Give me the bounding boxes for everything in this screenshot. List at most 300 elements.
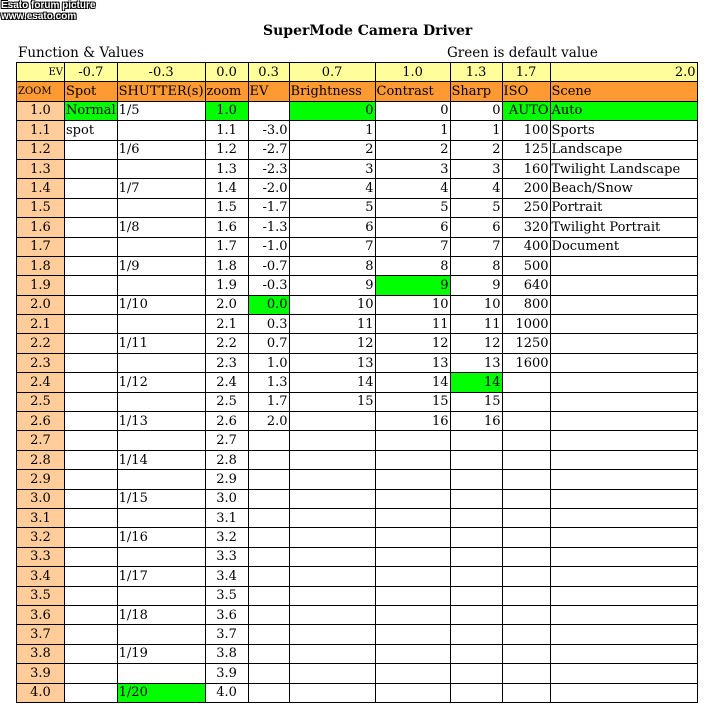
iso-cell bbox=[502, 664, 550, 683]
sharp-cell: 5 bbox=[450, 198, 502, 217]
zoom-cell: 3.7 bbox=[205, 625, 248, 644]
column-header-ev: EV bbox=[248, 82, 289, 101]
shutter-cell: 1/20 bbox=[117, 683, 205, 702]
shutter-cell bbox=[117, 392, 205, 411]
shutter-cell: 1/5 bbox=[117, 101, 205, 120]
subtitle-functions: Function & Values bbox=[18, 45, 144, 61]
sharp-cell: 15 bbox=[450, 392, 502, 411]
ev-cell: 0.7 bbox=[248, 334, 289, 353]
contrast-cell: 16 bbox=[375, 412, 450, 431]
contrast-cell: 8 bbox=[375, 256, 450, 275]
table-row bbox=[17, 567, 698, 586]
zoom-level-cell: 3.8 bbox=[17, 644, 65, 663]
contrast-cell bbox=[375, 470, 450, 489]
sharp-cell bbox=[450, 431, 502, 450]
table-row bbox=[17, 256, 698, 275]
contrast-cell: 10 bbox=[375, 295, 450, 314]
brightness-cell bbox=[289, 431, 375, 450]
zoom-level-cell: 2.5 bbox=[17, 392, 65, 411]
contrast-cell bbox=[375, 605, 450, 624]
ev-cell: -0.3 bbox=[248, 276, 289, 295]
scene-cell: Auto bbox=[550, 101, 697, 120]
table-row bbox=[17, 644, 698, 663]
contrast-cell: 1 bbox=[375, 121, 450, 140]
scene-cell bbox=[550, 625, 697, 644]
iso-cell: 100 bbox=[502, 121, 550, 140]
ev-cell: 1.0 bbox=[248, 353, 289, 372]
iso-cell bbox=[502, 431, 550, 450]
sharp-cell: 16 bbox=[450, 412, 502, 431]
iso-cell: 800 bbox=[502, 295, 550, 314]
shutter-cell: 1/18 bbox=[117, 605, 205, 624]
brightness-cell bbox=[289, 508, 375, 527]
column-header-scene: Scene bbox=[550, 82, 697, 101]
iso-cell bbox=[502, 470, 550, 489]
scene-cell bbox=[550, 276, 697, 295]
table-row bbox=[17, 179, 698, 198]
brightness-cell: 3 bbox=[289, 159, 375, 178]
sharp-cell: 6 bbox=[450, 218, 502, 237]
contrast-cell: 13 bbox=[375, 353, 450, 372]
iso-cell bbox=[502, 644, 550, 663]
scene-cell bbox=[550, 586, 697, 605]
table-row bbox=[17, 295, 698, 314]
ev-cell bbox=[248, 644, 289, 663]
brightness-cell: 7 bbox=[289, 237, 375, 256]
table-row bbox=[17, 140, 698, 159]
zoom-cell: 2.6 bbox=[205, 412, 248, 431]
shutter-cell bbox=[117, 547, 205, 566]
zoom-level-cell: 1.4 bbox=[17, 179, 65, 198]
zoom-level-cell: 3.6 bbox=[17, 605, 65, 624]
zoom-cell: 2.1 bbox=[205, 315, 248, 334]
sharp-cell: 10 bbox=[450, 295, 502, 314]
zoom-cell: 2.5 bbox=[205, 392, 248, 411]
brightness-cell bbox=[289, 412, 375, 431]
zoom-cell: 2.9 bbox=[205, 470, 248, 489]
zoom-level-cell: 2.4 bbox=[17, 373, 65, 392]
iso-cell bbox=[502, 625, 550, 644]
ev-cell: 1.7 bbox=[248, 392, 289, 411]
brightness-cell bbox=[289, 528, 375, 547]
scene-cell: Sports bbox=[550, 121, 697, 140]
scene-cell bbox=[550, 644, 697, 663]
ev-cell bbox=[248, 547, 289, 566]
iso-cell: AUTO bbox=[502, 101, 550, 120]
shutter-cell bbox=[117, 198, 205, 217]
brightness-cell: 10 bbox=[289, 295, 375, 314]
zoom-level-cell: 1.7 bbox=[17, 237, 65, 256]
iso-cell: 200 bbox=[502, 179, 550, 198]
column-header-zoom-level: ZOOM bbox=[17, 82, 65, 101]
zoom-cell: 1.2 bbox=[205, 140, 248, 159]
sharp-cell bbox=[450, 547, 502, 566]
spot-cell bbox=[65, 625, 118, 644]
ev-cell bbox=[248, 508, 289, 527]
table-row bbox=[17, 353, 698, 372]
table-row bbox=[17, 450, 698, 469]
scene-cell bbox=[550, 373, 697, 392]
shutter-cell bbox=[117, 586, 205, 605]
shutter-cell: 1/8 bbox=[117, 218, 205, 237]
spot-cell bbox=[65, 276, 118, 295]
brightness-cell bbox=[289, 625, 375, 644]
table-row bbox=[17, 315, 698, 334]
iso-cell: 640 bbox=[502, 276, 550, 295]
table-row bbox=[17, 237, 698, 256]
iso-cell bbox=[502, 528, 550, 547]
scene-cell bbox=[550, 528, 697, 547]
sharp-cell: 13 bbox=[450, 353, 502, 372]
page-title: SuperMode Camera Driver bbox=[263, 23, 473, 39]
brightness-cell: 4 bbox=[289, 179, 375, 198]
contrast-cell: 4 bbox=[375, 179, 450, 198]
contrast-cell bbox=[375, 508, 450, 527]
scene-cell: Landscape bbox=[550, 140, 697, 159]
zoom-cell: 1.9 bbox=[205, 276, 248, 295]
scene-cell bbox=[550, 334, 697, 353]
spot-cell bbox=[65, 353, 118, 372]
sharp-cell bbox=[450, 470, 502, 489]
contrast-cell: 7 bbox=[375, 237, 450, 256]
contrast-cell bbox=[375, 450, 450, 469]
shutter-cell bbox=[117, 237, 205, 256]
spot-cell bbox=[65, 159, 118, 178]
spot-cell bbox=[65, 295, 118, 314]
table-row bbox=[17, 625, 698, 644]
ev-value-cell: 0.7 bbox=[289, 63, 375, 82]
iso-cell bbox=[502, 450, 550, 469]
brightness-cell: 2 bbox=[289, 140, 375, 159]
iso-cell bbox=[502, 683, 550, 702]
brightness-cell bbox=[289, 644, 375, 663]
ev-cell bbox=[248, 586, 289, 605]
ev-cell: 0.0 bbox=[248, 295, 289, 314]
iso-cell bbox=[502, 508, 550, 527]
zoom-level-cell: 1.1 bbox=[17, 121, 65, 140]
contrast-cell bbox=[375, 586, 450, 605]
sharp-cell bbox=[450, 508, 502, 527]
column-header-brightness: Brightness bbox=[289, 82, 375, 101]
table-row bbox=[17, 683, 698, 702]
spot-cell bbox=[65, 237, 118, 256]
ev-cell: -1.3 bbox=[248, 218, 289, 237]
zoom-cell: 1.0 bbox=[205, 101, 248, 120]
zoom-level-cell: 1.2 bbox=[17, 140, 65, 159]
brightness-cell bbox=[289, 586, 375, 605]
ev-row-label: EV bbox=[17, 63, 65, 82]
shutter-cell bbox=[117, 625, 205, 644]
spot-cell bbox=[65, 664, 118, 683]
zoom-level-cell: 3.9 bbox=[17, 664, 65, 683]
shutter-cell: 1/7 bbox=[117, 179, 205, 198]
table-row bbox=[17, 373, 698, 392]
table-row bbox=[17, 334, 698, 353]
contrast-cell: 12 bbox=[375, 334, 450, 353]
ev-value-cell: 0.3 bbox=[248, 63, 289, 82]
shutter-cell bbox=[117, 159, 205, 178]
iso-cell: 250 bbox=[502, 198, 550, 217]
shutter-cell: 1/13 bbox=[117, 412, 205, 431]
shutter-cell bbox=[117, 315, 205, 334]
zoom-level-cell: 3.5 bbox=[17, 586, 65, 605]
spot-cell bbox=[65, 683, 118, 702]
zoom-cell: 3.6 bbox=[205, 605, 248, 624]
zoom-cell: 3.1 bbox=[205, 508, 248, 527]
spot-cell bbox=[65, 547, 118, 566]
shutter-cell: 1/17 bbox=[117, 567, 205, 586]
zoom-level-cell: 2.7 bbox=[17, 431, 65, 450]
contrast-cell: 0 bbox=[375, 101, 450, 120]
ev-cell: -1.0 bbox=[248, 237, 289, 256]
sharp-cell: 12 bbox=[450, 334, 502, 353]
iso-cell: 1000 bbox=[502, 315, 550, 334]
zoom-cell: 2.8 bbox=[205, 450, 248, 469]
spot-cell bbox=[65, 392, 118, 411]
zoom-cell: 3.0 bbox=[205, 489, 248, 508]
scene-cell: Portrait bbox=[550, 198, 697, 217]
shutter-cell: 1/16 bbox=[117, 528, 205, 547]
ev-cell bbox=[248, 101, 289, 120]
watermark-line-2: www.esato.com bbox=[1, 11, 77, 22]
brightness-cell bbox=[289, 683, 375, 702]
sharp-cell: 0 bbox=[450, 101, 502, 120]
spot-cell bbox=[65, 179, 118, 198]
ev-cell bbox=[248, 683, 289, 702]
sharp-cell: 4 bbox=[450, 179, 502, 198]
brightness-cell bbox=[289, 470, 375, 489]
zoom-level-cell: 2.3 bbox=[17, 353, 65, 372]
scene-cell bbox=[550, 256, 697, 275]
scene-cell bbox=[550, 567, 697, 586]
scene-cell bbox=[550, 295, 697, 314]
table-row bbox=[17, 528, 698, 547]
zoom-cell: 1.7 bbox=[205, 237, 248, 256]
ev-cell bbox=[248, 489, 289, 508]
watermark bbox=[1, 0, 95, 22]
table-row bbox=[17, 586, 698, 605]
spot-cell bbox=[65, 412, 118, 431]
ev-cell bbox=[248, 567, 289, 586]
spot-cell: spot bbox=[65, 121, 118, 140]
scene-cell: Twilight Portrait bbox=[550, 218, 697, 237]
column-header-spot: Spot bbox=[65, 82, 118, 101]
zoom-cell: 3.8 bbox=[205, 644, 248, 663]
table-row bbox=[17, 412, 698, 431]
shutter-cell bbox=[117, 276, 205, 295]
brightness-cell: 9 bbox=[289, 276, 375, 295]
zoom-cell: 2.3 bbox=[205, 353, 248, 372]
iso-cell bbox=[502, 605, 550, 624]
brightness-cell bbox=[289, 664, 375, 683]
sharp-cell bbox=[450, 683, 502, 702]
column-header-zoom: zoom bbox=[205, 82, 248, 101]
sharp-cell: 2 bbox=[450, 140, 502, 159]
shutter-cell bbox=[117, 664, 205, 683]
table-row bbox=[17, 470, 698, 489]
scene-cell: Twilight Landscape bbox=[550, 159, 697, 178]
ev-value-cell: -0.7 bbox=[65, 63, 118, 82]
table-row bbox=[17, 276, 698, 295]
spot-cell: Normal bbox=[65, 101, 118, 120]
zoom-level-cell: 3.4 bbox=[17, 567, 65, 586]
brightness-cell bbox=[289, 450, 375, 469]
brightness-cell: 0 bbox=[289, 101, 375, 120]
shutter-cell: 1/11 bbox=[117, 334, 205, 353]
contrast-cell: 5 bbox=[375, 198, 450, 217]
iso-cell bbox=[502, 373, 550, 392]
contrast-cell: 15 bbox=[375, 392, 450, 411]
iso-cell: 500 bbox=[502, 256, 550, 275]
contrast-cell bbox=[375, 683, 450, 702]
shutter-cell bbox=[117, 353, 205, 372]
scene-cell bbox=[550, 489, 697, 508]
shutter-cell: 1/19 bbox=[117, 644, 205, 663]
zoom-level-cell: 3.0 bbox=[17, 489, 65, 508]
ev-value-cell: 1.7 bbox=[502, 63, 550, 82]
brightness-cell: 6 bbox=[289, 218, 375, 237]
zoom-level-cell: 4.0 bbox=[17, 683, 65, 702]
sharp-cell bbox=[450, 605, 502, 624]
zoom-cell: 3.9 bbox=[205, 664, 248, 683]
table-row bbox=[17, 547, 698, 566]
zoom-level-cell: 1.6 bbox=[17, 218, 65, 237]
ev-cell bbox=[248, 664, 289, 683]
ev-row bbox=[17, 63, 698, 82]
iso-cell bbox=[502, 392, 550, 411]
ev-cell bbox=[248, 528, 289, 547]
zoom-level-cell: 1.5 bbox=[17, 198, 65, 217]
ev-cell: 2.0 bbox=[248, 412, 289, 431]
ev-value-cell: 0.0 bbox=[205, 63, 248, 82]
zoom-cell: 2.7 bbox=[205, 431, 248, 450]
scene-cell bbox=[550, 412, 697, 431]
shutter-cell bbox=[117, 431, 205, 450]
contrast-cell bbox=[375, 547, 450, 566]
zoom-level-cell: 2.6 bbox=[17, 412, 65, 431]
brightness-cell: 8 bbox=[289, 256, 375, 275]
shutter-cell: 1/6 bbox=[117, 140, 205, 159]
sharp-cell: 9 bbox=[450, 276, 502, 295]
subtitle-legend: Green is default value bbox=[447, 45, 598, 61]
zoom-level-cell: 1.3 bbox=[17, 159, 65, 178]
scene-cell bbox=[550, 508, 697, 527]
iso-cell: 400 bbox=[502, 237, 550, 256]
ev-cell bbox=[248, 450, 289, 469]
spot-cell bbox=[65, 334, 118, 353]
shutter-cell bbox=[117, 470, 205, 489]
zoom-level-cell: 3.3 bbox=[17, 547, 65, 566]
spot-cell bbox=[65, 315, 118, 334]
sharp-cell bbox=[450, 489, 502, 508]
sharp-cell: 11 bbox=[450, 315, 502, 334]
iso-cell bbox=[502, 567, 550, 586]
sharp-cell bbox=[450, 586, 502, 605]
spot-cell bbox=[65, 198, 118, 217]
shutter-cell: 1/15 bbox=[117, 489, 205, 508]
brightness-cell: 12 bbox=[289, 334, 375, 353]
ev-value-cell: 2.0 bbox=[550, 63, 697, 82]
scene-cell bbox=[550, 392, 697, 411]
iso-cell: 125 bbox=[502, 140, 550, 159]
contrast-cell: 11 bbox=[375, 315, 450, 334]
brightness-cell bbox=[289, 605, 375, 624]
zoom-level-cell: 2.2 bbox=[17, 334, 65, 353]
shutter-cell bbox=[117, 121, 205, 140]
zoom-cell: 4.0 bbox=[205, 683, 248, 702]
table-row bbox=[17, 159, 698, 178]
zoom-cell: 2.4 bbox=[205, 373, 248, 392]
zoom-cell: 1.5 bbox=[205, 198, 248, 217]
spot-cell bbox=[65, 450, 118, 469]
iso-cell bbox=[502, 586, 550, 605]
brightness-cell: 13 bbox=[289, 353, 375, 372]
zoom-level-cell: 2.1 bbox=[17, 315, 65, 334]
zoom-cell: 3.3 bbox=[205, 547, 248, 566]
zoom-cell: 3.2 bbox=[205, 528, 248, 547]
sharp-cell bbox=[450, 528, 502, 547]
ev-cell: -2.7 bbox=[248, 140, 289, 159]
column-header-sharp: Sharp bbox=[450, 82, 502, 101]
contrast-cell: 14 bbox=[375, 373, 450, 392]
scene-cell bbox=[550, 547, 697, 566]
table-row bbox=[17, 508, 698, 527]
scene-cell bbox=[550, 353, 697, 372]
ev-cell: -0.7 bbox=[248, 256, 289, 275]
table-row bbox=[17, 392, 698, 411]
shutter-cell: 1/12 bbox=[117, 373, 205, 392]
spot-cell bbox=[65, 489, 118, 508]
sharp-cell bbox=[450, 567, 502, 586]
ev-value-cell: -0.3 bbox=[117, 63, 205, 82]
spot-cell bbox=[65, 586, 118, 605]
zoom-level-cell: 1.0 bbox=[17, 101, 65, 120]
ev-cell: -3.0 bbox=[248, 121, 289, 140]
sharp-cell bbox=[450, 664, 502, 683]
iso-cell: 160 bbox=[502, 159, 550, 178]
contrast-cell bbox=[375, 625, 450, 644]
table-row bbox=[17, 218, 698, 237]
contrast-cell: 2 bbox=[375, 140, 450, 159]
contrast-cell: 9 bbox=[375, 276, 450, 295]
shutter-cell: 1/14 bbox=[117, 450, 205, 469]
sharp-cell: 3 bbox=[450, 159, 502, 178]
zoom-level-cell: 2.8 bbox=[17, 450, 65, 469]
spot-cell bbox=[65, 431, 118, 450]
header-row bbox=[17, 82, 698, 101]
ev-cell bbox=[248, 605, 289, 624]
iso-cell: 1600 bbox=[502, 353, 550, 372]
scene-cell bbox=[550, 431, 697, 450]
spot-cell bbox=[65, 470, 118, 489]
iso-cell bbox=[502, 489, 550, 508]
contrast-cell bbox=[375, 431, 450, 450]
spot-cell bbox=[65, 567, 118, 586]
table-row bbox=[17, 664, 698, 683]
spot-cell bbox=[65, 605, 118, 624]
contrast-cell: 3 bbox=[375, 159, 450, 178]
iso-cell bbox=[502, 547, 550, 566]
table-row bbox=[17, 605, 698, 624]
zoom-cell: 1.4 bbox=[205, 179, 248, 198]
spot-cell bbox=[65, 256, 118, 275]
column-header-shutter: SHUTTER(s) bbox=[117, 82, 205, 101]
iso-cell: 320 bbox=[502, 218, 550, 237]
zoom-level-cell: 2.9 bbox=[17, 470, 65, 489]
table-row bbox=[17, 121, 698, 140]
spot-cell bbox=[65, 373, 118, 392]
zoom-cell: 2.0 bbox=[205, 295, 248, 314]
